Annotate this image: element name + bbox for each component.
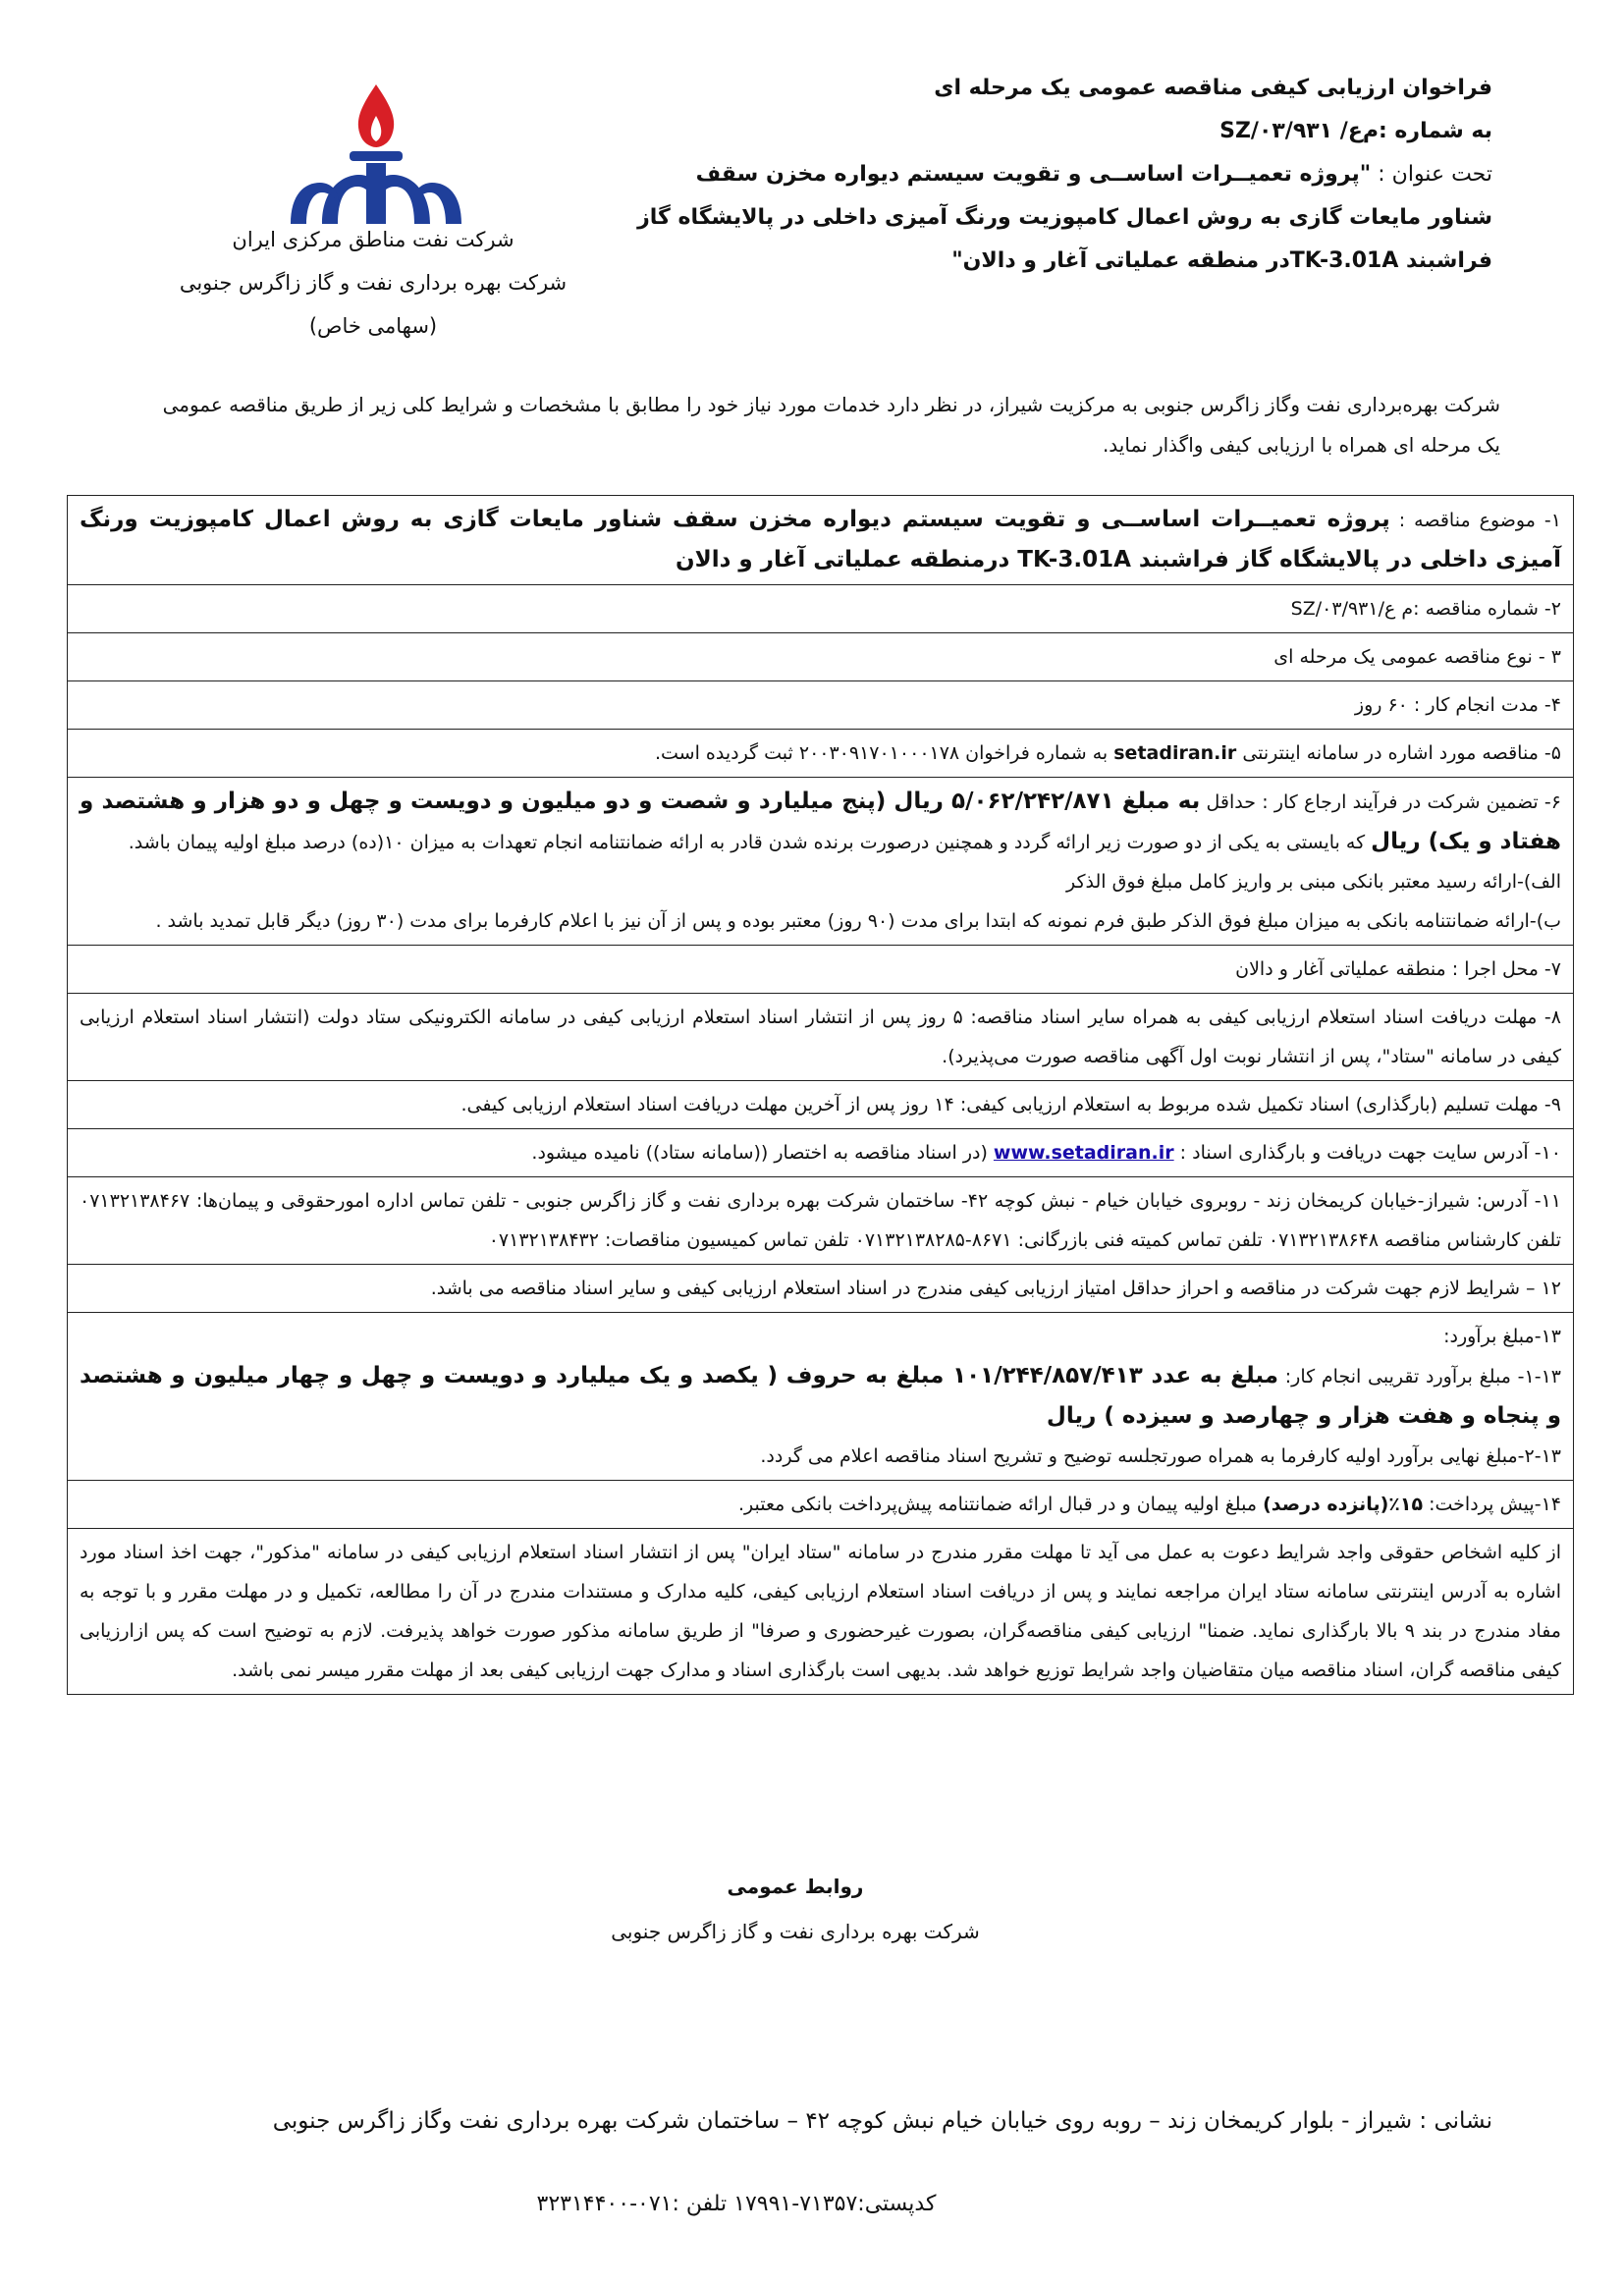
footer-contact: کدپستی:۷۱۳۵۷-۱۷۹۹۱ تلفن :۰۷۱-۳۲۳۱۴۴۰۰	[536, 2192, 937, 2216]
table-row	[68, 585, 1574, 633]
company-line-3: (سهامی خاص)	[308, 314, 438, 338]
row1-subject: پروژه تعمیــرات اساســی و تقویت سیستم دیواره مخزن سقف شناور مایعات گازی به روش اعمال کامپوزیت ورنگ آمیزی داخلی در پالایشگاه گاز فراشبند TK-3.01A درمنطقه عملیاتی آغار و دالان	[80, 507, 1561, 572]
tender-details-table	[67, 495, 1574, 1695]
company-line-1: شرکت نفت مناطق مرکزی ایران	[232, 228, 514, 251]
table-row	[68, 1313, 1574, 1481]
intro-paragraph: شرکت بهره‌برداری نفت وگاز زاگرس جنوبی به مرکزیت شیراز، در نظر دارد خدمات مورد نیاز خود را مطابق با مشخصات و شرایط کلی زیر از طریق مناقصه عمومی یک مرحله ای همراه با ارزیابی کیفی واگذار نماید.	[162, 393, 1500, 457]
row14-bold: ۱۵٪(پانزده درصد)	[1263, 1494, 1424, 1515]
notice-paragraph: از کلیه اشخاص حقوقی واجد شرایط دعوت به عمل می آید تا مهلت مقرر مندرج در سامانه "ستاد ایران" پس از انتشار اسناد استعلام ارزیابی کیفی در سامانه "مذکور"، جهت اخذ اسناد مورد اشاره به آدرس اینترنتی سامانه ستاد ایران مراجعه نمایند و پس از دریافت اسناد استعلام ارزیابی کیفی، کلیه مدارک و مستندات مندرج در آن را مطالعه، تکمیل و در مهلت مقرر و با توجه به مفاد مندرج در بند ۹ بالا بارگذاری نماید. ضمنا" ارزیابی کیفی مناقصه‌گران، بصورت غیرحضوری و صرفا" از طریق سامانه مذکور صورت خواهد پذیرفت. لازم به توضیح است که پس ازارزیابی کیفی مناقصه گران، اسناد مناقصه میان متقاضیان واجد شرایط توزیع خواهد شد. بدیهی است بارگذاری اسناد و مدارک جهت ارزیابی کیفی بعد از مهلت مقرر میسر نمی باشد.	[68, 1529, 1574, 1695]
row11-address: ۱۱- آدرس: شیراز-خیابان کریمخان زند - روبروی خیابان خیام - نبش کوچه ۴۲- ساختمان شرکت بهره برداری نفت و گاز زاگرس جنوبی - تلفن تماس اداره امورحقوقی و پیمان‌ها: ۰۷۱۳۲۱۳۸۴۶۷ تلفن کارشناس مناقصه ۰۷۱۳۲۱۳۸۶۴۸ تلفن تماس کمیته فنی بازرگانی: ۸۶۷۱-۰۷۱۳۲۱۳۸۲۸۵ تلفن تماس کمیسیون مناقصات: ۰۷۱۳۲۱۳۸۴۳۲	[68, 1177, 1574, 1265]
row2-tender-number: ۲- شماره مناقصه :م ع/۰۳/۹۳۱/SZ	[68, 585, 1574, 633]
subject-text: "پروژه تعمیــرات اساســی و تقویت سیستم دیواره مخزن سقف شناور مایعات گازی به روش اعمال کامپوزیت ورنگ آمیزی داخلی در پالایشگاه گاز فراشبند TK-3.01Aدر منطقه عملیاتی آغار و دالان"	[637, 162, 1492, 273]
row13-2: ۲-۱۳-مبلغ نهایی برآورد اولیه کارفرما به همراه صورتجلسه توضیح و تشریح اسناد مناقصه اعلام می گردد.	[760, 1445, 1561, 1467]
table-row	[68, 1529, 1574, 1695]
row1-label: ۱- موضوع مناقصه :	[1398, 510, 1561, 531]
row6-option-b: ب)-ارائه ضمانتنامه بانکی به میزان مبلغ فوق الذکر طبق فرم نمونه که ابتدا برای مدت (۹۰ روز) معتبر بوده و پس از آن نیز با اعلام کارفرما برای مدت (۳۰ روز) دیگر قابل تمدید باشد .	[155, 910, 1561, 932]
company-line-2: شرکت بهره برداری نفت و گاز زاگرس جنوبی	[179, 271, 568, 295]
title-block	[628, 67, 1492, 283]
public-relations-signature	[550, 1864, 1041, 1954]
table-row	[68, 946, 1574, 994]
table-row	[68, 1265, 1574, 1313]
row3-tender-type: ۳ - نوع مناقصه عمومی یک مرحله ای	[68, 633, 1574, 681]
pr-line-2: شرکت بهره برداری نفت و گاز زاگرس جنوبی	[611, 1920, 980, 1943]
pr-line-1: روابط عمومی	[727, 1875, 864, 1898]
table-row	[68, 1081, 1574, 1129]
row6-amount: به مبلغ ۵/۰۶۲/۲۴۲/۸۷۱ ریال (پنج میلیارد و شصت و دو میلیون و دویست و چهل و دو هزار و هشتصد و هفتاد و یک) ریال	[80, 789, 1561, 854]
row10-post: (در اسناد مناقصه به اختصار ((سامانه ستاد)) نامیده میشود.	[531, 1142, 988, 1164]
table-row	[68, 994, 1574, 1081]
subject-label: تحت عنوان :	[1378, 162, 1492, 187]
row10-site-link[interactable]: www.setadiran.ir	[993, 1142, 1174, 1164]
row7-location: ۷- محل اجرا : منطقه عملیاتی آغار و دالان	[68, 946, 1574, 994]
subject-line	[628, 153, 1492, 283]
table-row	[68, 1481, 1574, 1529]
row13-heading: ۱۳-مبلغ برآورد:	[1443, 1326, 1561, 1347]
row6-rest: که بایستی به یکی از دو صورت زیر ارائه گردد و همچنین درصورت برنده شدن قادر به ارائه ضمانتنامه انجام تعهدات به میزان ۱۰(ده) درصد مبلغ اولیه پیمان باشد.	[128, 832, 1366, 853]
table-row	[68, 496, 1574, 585]
row4-duration: ۴- مدت انجام کار : ۶۰ روز	[68, 681, 1574, 730]
tender-number: به شماره :م‌ع/ ۰۳/۹۳۱/SZ	[1219, 119, 1492, 143]
row13-1-label: ۱-۱۳- مبلغ برآورد تقریبی انجام کار:	[1284, 1366, 1562, 1387]
row12-conditions: ۱۲ – شرایط لازم جهت شرکت در مناقصه و احراز حداقل امتیاز ارزیابی کیفی مندرج در اسناد استعلام ارزیابی کیفی و سایر اسناد مناقصه می باشد.	[68, 1265, 1574, 1313]
row13-1-amount: مبلغ به عدد ۱۰۱/۲۴۴/۸۵۷/۴۱۳ مبلغ به حروف ( یکصد و یک میلیارد و دویست و چهل و چهار میلیون و هشتصد و پنجاه و هفت هزار و چهارصد و سیزده ) ریال	[80, 1363, 1561, 1429]
row14-post: مبلغ اولیه پیمان و در قبال ارائه ضمانتنامه پیش‌پرداخت بانکی معتبر.	[737, 1494, 1258, 1515]
table-row	[68, 1177, 1574, 1265]
table-row	[68, 681, 1574, 730]
row10-pre: ۱۰- آدرس سایت جهت دریافت و بارگذاری اسناد :	[1179, 1142, 1561, 1164]
table-row	[68, 730, 1574, 778]
row8-receive-deadline: ۸- مهلت دریافت اسناد استعلام ارزیابی کیفی به همراه سایر اسناد مناقصه: ۵ روز پس از انتشار اسناد استعلام ارزیابی کیفی در سامانه الکترونیکی ستاد دولت (انتشار اسناد استعلام ارزیابی کیفی در سامانه "ستاد"، پس از انتشار نوبت اول آگهی مناقصه صورت می‌پذیرد).	[68, 994, 1574, 1081]
row6-option-a: الف)-ارائه رسید معتبر بانکی مبنی بر واریز کامل مبلغ فوق الذکر	[1066, 871, 1561, 893]
footer-address: نشانی : شیراز - بلوار کریمخان زند – روبه روی خیابان خیام نبش کوچه ۴۲ – ساختمان شرکت بهره برداری نفت وگاز زاگرس جنوبی	[272, 2108, 1492, 2134]
row14-pre: ۱۴-پیش پرداخت:	[1429, 1494, 1561, 1515]
company-name-block	[147, 218, 599, 348]
page-title: فراخوان ارزیابی کیفی مناقصه عمومی یک مرحله ای	[934, 76, 1492, 100]
table-row	[68, 778, 1574, 946]
company-logo-icon	[283, 77, 469, 224]
table-row	[68, 1129, 1574, 1177]
row5-site-link[interactable]: setadiran.ir	[1113, 742, 1237, 764]
row5-pre: ۵- مناقصه مورد اشاره در سامانه اینترنتی	[1242, 742, 1561, 764]
row6-label: ۶- تضمین شرکت در فرآیند ارجاع کار : حداقل	[1206, 791, 1562, 813]
row5-post: به شماره فراخوان ۲۰۰۳۰۹۱۷۰۱۰۰۰۱۷۸ ثبت گردیده است.	[654, 742, 1109, 764]
table-row	[68, 633, 1574, 681]
row9-submit-deadline: ۹- مهلت تسلیم (بارگذاری) اسناد تکمیل شده مربوط به استعلام ارزیابی کیفی: ۱۴ روز پس از آخرین مهلت دریافت اسناد استعلام ارزیابی کیفی.	[68, 1081, 1574, 1129]
